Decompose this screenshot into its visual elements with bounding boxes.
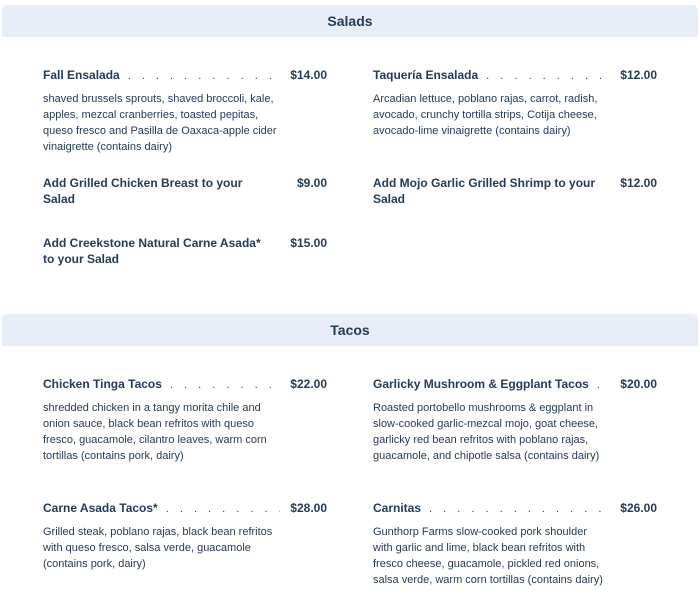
- item-description: Grilled steak, poblano rajas, black bean refritos with queso fresco, salsa verde, guacamole (contains pork, dairy): [43, 526, 273, 570]
- item-price: $22.00: [290, 377, 327, 391]
- item-name: Add Mojo Garlic Grilled Shrimp to your Salad: [373, 176, 596, 206]
- item-price: $12.00: [620, 68, 657, 82]
- item-name: Add Grilled Chicken Breast to your Salad: [43, 176, 243, 206]
- menu-item-add-chicken: [43, 175, 327, 207]
- item-description: Gunthorp Farms slow-cooked pork shoulder with garlic and lime, black bean refritos with fresco cheese, guacamole, pickled red onions, salsa verde, warm corn tortillas (contains dairy): [373, 526, 603, 586]
- section-title: Tacos: [330, 322, 370, 338]
- item-name: Garlicky Mushroom & Eggplant Tacos: [373, 377, 589, 391]
- menu-item-taqueria-ensalada: [373, 67, 657, 139]
- item-description: Roasted portobello mushrooms & eggplant in slow-cooked garlic-mezcal mojo, goat cheese, garlicky red bean refritos with poblano rajas, guacamole, and chipotle salsa (contains dairy): [373, 402, 600, 462]
- menu-item-carne-asada-tacos: [43, 500, 327, 572]
- item-description: Arcadian lettuce, poblano rajas, carrot, radish, avocado, crunchy tortilla strips, Cotija cheese, avocado-lime vinaigrette (contains dairy): [373, 93, 598, 137]
- item-price: $20.00: [620, 377, 657, 391]
- menu-item-carnitas: [373, 500, 657, 588]
- menu-item-fall-ensalada: [43, 67, 327, 155]
- menu-item-add-shrimp: [373, 175, 657, 207]
- item-description: shaved brussels sprouts, shaved broccoli, kale, apples, mezcal cranberries, toasted pepitas, queso fresco and Pasilla de Oaxaca-apple cider vinaigrette (contains dairy): [43, 93, 277, 153]
- leader-dots: [128, 68, 281, 84]
- leader-dots: [429, 501, 610, 517]
- item-price: $15.00: [290, 236, 327, 250]
- item-name: Add Creekstone Natural Carne Asada* to your Salad: [43, 236, 261, 266]
- item-name: Carne Asada Tacos*: [43, 501, 158, 515]
- item-price: $12.00: [620, 176, 657, 190]
- section-title: Salads: [327, 13, 373, 29]
- item-name: Taquería Ensalada: [373, 68, 479, 82]
- item-name: Carnitas: [373, 501, 422, 515]
- section-header-salads: [2, 5, 698, 37]
- leader-dots: [170, 377, 280, 393]
- leader-dots: [166, 501, 281, 517]
- item-name: Fall Ensalada: [43, 68, 120, 82]
- item-price: $26.00: [620, 501, 657, 515]
- item-price: $9.00: [296, 176, 327, 190]
- leader-dots: [597, 377, 610, 393]
- menu-item-garlicky-mushroom-tacos: [373, 376, 657, 464]
- menu-item-chicken-tinga-tacos: [43, 376, 327, 464]
- section-header-tacos: [2, 314, 698, 346]
- item-price: $28.00: [290, 501, 327, 515]
- item-price: $14.00: [290, 68, 327, 82]
- leader-dots: [486, 68, 610, 84]
- menu-item-add-carne-asada: [43, 235, 327, 267]
- item-description: shredded chicken in a tangy morita chile and onion sauce, black bean refritos with queso fresco, guacamole, cilantro leaves, warm corn tortillas (contains pork, dairy): [43, 402, 267, 462]
- item-name: Chicken Tinga Tacos: [43, 377, 162, 391]
